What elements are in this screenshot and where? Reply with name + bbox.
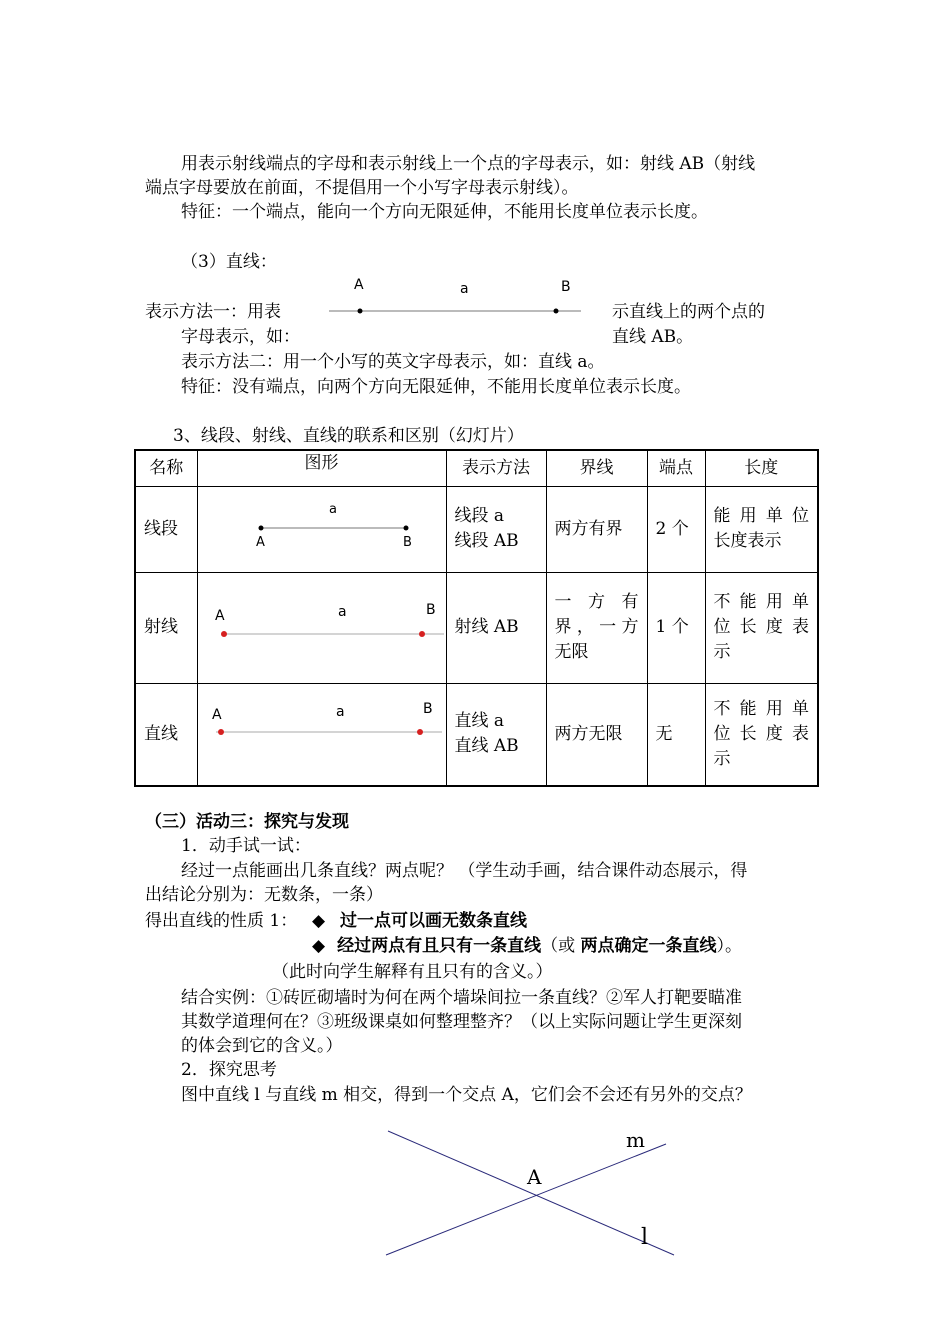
- straight-line-label-b: B: [422, 700, 433, 717]
- ray-length-2: 位长度表: [713, 617, 809, 637]
- activity3-sub2: 2．探究思考: [181, 1060, 277, 1080]
- ray-label-mid: a: [337, 603, 347, 620]
- row-segment-bound: 两方有界: [546, 486, 647, 572]
- row-line-figure: [197, 683, 446, 786]
- ray-figure: [198, 573, 447, 683]
- intersection-figure: [380, 1125, 680, 1260]
- row-line-bound: 两方无限: [546, 683, 647, 786]
- ray-point-a: [221, 631, 227, 637]
- activity3-q1-line1: 经过一点能画出几条直线？两点呢？ （学生动手画，结合课件动态展示，得: [181, 861, 748, 881]
- line-feature: 特征：没有端点，向两个方向无限延伸，不能用长度单位表示长度。: [181, 377, 691, 397]
- table-header-row: [135, 450, 818, 486]
- line-method-2: 直线 AB: [454, 736, 519, 756]
- example-line1: 结合实例：①砖匠砌墙时为何在两个墙垛间拉一条直线？②军人打靶要瞄准: [181, 988, 742, 1008]
- segment-method-2: 线段 AB: [454, 531, 519, 551]
- header-endpoints: 端点: [647, 450, 705, 486]
- line-method1-part4: 直线 AB。: [612, 327, 694, 347]
- header-method: 表示方法: [446, 450, 546, 486]
- line-method1-part1: 表示方法一：用表: [145, 302, 281, 322]
- ray-feature: 特征：一个端点，能向一个方向无限延伸，不能用长度单位表示长度。: [181, 202, 708, 222]
- straight-line-point-a: [218, 729, 224, 735]
- row-segment-method: [446, 486, 546, 572]
- comparison-table: [134, 449, 819, 787]
- ray-bound-3: 无限: [554, 642, 589, 662]
- row-line-length: [705, 683, 818, 786]
- row-segment-endpoints: 2 个: [647, 486, 705, 572]
- activity3-q2: 图中直线 l 与直线 m 相交，得到一个交点 A，它们会不会还有另外的交点？: [181, 1085, 752, 1105]
- row-ray-figure: [197, 572, 446, 683]
- row-ray-bound: [546, 572, 647, 683]
- ray-notation-line2: 端点字母要放在前面，不提倡用一个小写字母表示射线）。: [145, 178, 579, 198]
- line-diagram-label-a: A: [354, 277, 364, 293]
- header-figure: 图形: [197, 450, 446, 486]
- segment-label-a: A: [255, 534, 265, 550]
- straight-line-point-b: [417, 729, 423, 735]
- segment-figure: [198, 487, 447, 572]
- segment-method-1: 线段 a: [454, 506, 505, 526]
- row-line-name: 直线: [135, 683, 197, 786]
- line-diagram-point-b: [554, 309, 559, 314]
- segment-label-b: B: [402, 534, 412, 550]
- activity3-q1-line2: 出结论分别为：无数条，一条）: [145, 885, 383, 905]
- comparison-heading: 3、线段、射线、直线的联系和区别（幻灯片）: [173, 426, 524, 446]
- label-l: l: [641, 1225, 649, 1250]
- line-method1-part2: 示直线上的两个点的: [612, 302, 765, 322]
- line-diagram-label-b: B: [561, 279, 571, 295]
- row-ray-name: 射线: [135, 572, 197, 683]
- straight-line-figure: [198, 684, 447, 785]
- bullet-1: ◆: [312, 911, 326, 931]
- property-2-end: ）。: [716, 936, 742, 956]
- header-name: 名称: [135, 450, 197, 486]
- row-ray-length: [705, 572, 818, 683]
- ray-notation-line1: 用表示射线端点的字母和表示射线上一个点的字母表示，如：射线 AB（射线: [181, 154, 756, 174]
- line-method1-part3: 字母表示，如：: [181, 327, 300, 347]
- segment-label-mid: a: [328, 501, 337, 517]
- line-length-3: 示: [713, 748, 731, 769]
- ray-label-b: B: [425, 601, 436, 618]
- header-length: 长度: [705, 450, 818, 486]
- example-line3: 的体会到它的含义。）: [181, 1036, 343, 1056]
- segment-length-2: 长度表示: [713, 531, 782, 551]
- segment-point-b: [403, 525, 408, 530]
- row-ray-method: 射线 AB: [446, 572, 546, 683]
- line-diagram-label-line: a: [460, 281, 469, 297]
- activity3-heading: （三）活动三：探究与发现: [145, 812, 349, 832]
- row-line-method: [446, 683, 546, 786]
- table-row: [135, 486, 818, 572]
- example-line2: 其数学道理何在？③班级课桌如何整理整齐？（以上实际问题让学生更深刻: [181, 1012, 742, 1032]
- property-2-line: [312, 934, 742, 958]
- row-line-endpoints: 无: [647, 683, 705, 786]
- ray-bound-2: 界，一方: [554, 617, 639, 637]
- ray-length-1: 不能用单: [713, 592, 809, 612]
- property-1: 过一点可以画无数条直线: [340, 911, 527, 931]
- activity3-note: （此时向学生解释有且只有的含义。）: [272, 962, 553, 982]
- ray-label-a: A: [214, 607, 225, 624]
- activity3-sub1: 1．动手试一试：: [181, 836, 311, 856]
- segment-point-a: [258, 525, 263, 530]
- line-diagram: [325, 272, 587, 322]
- line-method2: 表示方法二：用一个小写的英文字母表示，如：直线 a。: [181, 352, 605, 372]
- table-row: [135, 572, 818, 683]
- line-length-2: 位长度表: [713, 723, 809, 744]
- label-m: m: [626, 1128, 645, 1152]
- line-m: [386, 1144, 666, 1255]
- straight-line-label-a: A: [211, 706, 222, 723]
- ray-bound-1: 一方有: [554, 592, 639, 612]
- row-segment-figure: [197, 486, 446, 572]
- line-length-1: 不能用单: [713, 698, 809, 719]
- bullet-2: ◆: [312, 936, 326, 956]
- segment-length-1: 能用单位: [713, 506, 809, 526]
- header-bound: 界线: [546, 450, 647, 486]
- line-diagram-point-a: [358, 309, 363, 314]
- row-ray-endpoints: 1 个: [647, 572, 705, 683]
- row-segment-name: 线段: [135, 486, 197, 572]
- label-a: A: [527, 1165, 542, 1189]
- straight-line-label-mid: a: [335, 703, 345, 720]
- ray-point-b: [419, 631, 425, 637]
- property-2: 经过两点有且只有一条直线: [337, 936, 542, 956]
- ray-length-3: 示: [713, 642, 731, 662]
- line-method-1: 直线 a: [454, 711, 505, 731]
- property-2-alt: 两点确定一条直线: [580, 936, 717, 956]
- line-heading: （3）直线：: [181, 252, 277, 272]
- property-prefix: 得出直线的性质 1：: [145, 911, 298, 931]
- row-segment-length: [705, 486, 818, 572]
- property-2-mid: （或: [541, 936, 581, 956]
- table-row: [135, 683, 818, 786]
